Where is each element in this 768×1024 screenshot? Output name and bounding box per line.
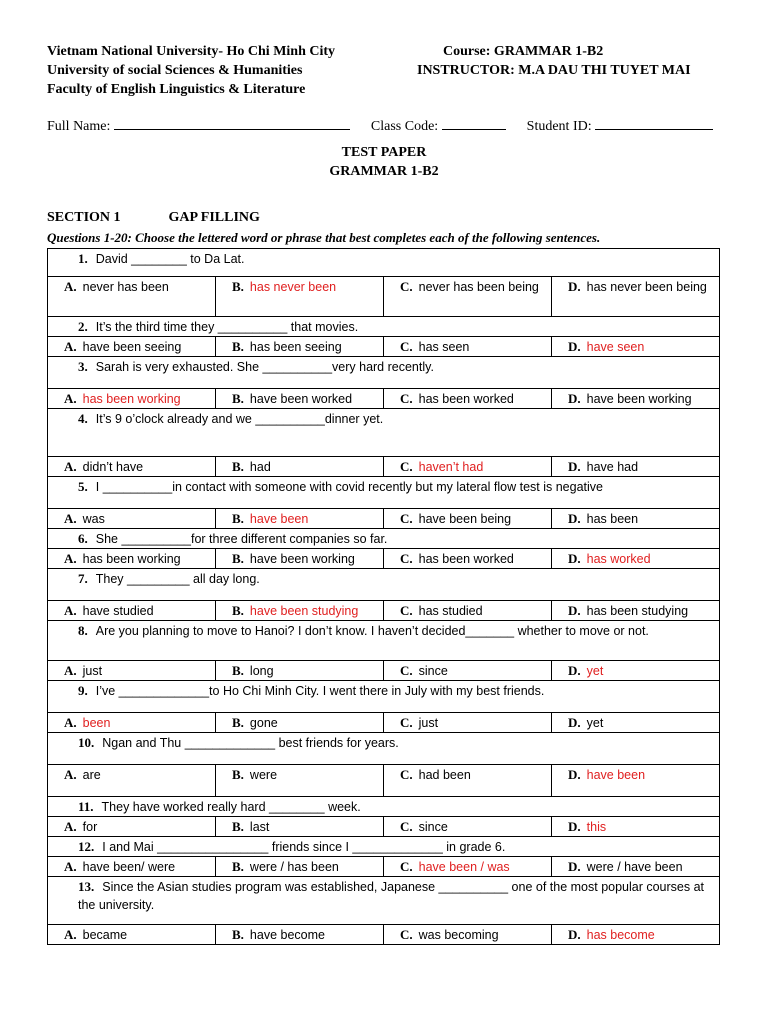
option-letter: D. bbox=[568, 391, 581, 406]
question-cell bbox=[48, 877, 720, 925]
question-row bbox=[48, 797, 720, 817]
option-text: have been seeing bbox=[82, 340, 182, 354]
option-letter: C. bbox=[400, 551, 413, 566]
questions-table bbox=[47, 248, 720, 945]
option-text: has been seeing bbox=[249, 340, 342, 354]
option-letter: B. bbox=[232, 603, 244, 618]
option-cell[interactable] bbox=[216, 817, 384, 837]
option-text: have had bbox=[586, 460, 639, 474]
correct-answer-text: have been bbox=[586, 768, 646, 782]
option-cell[interactable] bbox=[216, 549, 384, 569]
correct-answer-text: been bbox=[82, 716, 111, 730]
options-row bbox=[48, 277, 720, 317]
question-number: 8. bbox=[78, 623, 88, 638]
option-text: gone bbox=[249, 716, 278, 730]
option-cell[interactable] bbox=[48, 765, 216, 797]
option-cell[interactable] bbox=[216, 661, 384, 681]
option-text: since bbox=[418, 664, 448, 678]
option-letter: D. bbox=[568, 819, 581, 834]
correct-answer-text: yet bbox=[586, 664, 604, 678]
question-number: 5. bbox=[78, 479, 88, 494]
student-id-field[interactable] bbox=[595, 118, 713, 130]
option-letter: D. bbox=[568, 551, 581, 566]
option-letter: B. bbox=[232, 663, 244, 678]
question-number: 10. bbox=[78, 735, 95, 750]
option-letter: D. bbox=[568, 663, 581, 678]
question-row bbox=[48, 357, 720, 389]
instructor-name: INSTRUCTOR: M.A DAU THI TUYET MAI bbox=[417, 63, 691, 78]
option-cell[interactable] bbox=[48, 713, 216, 733]
question-text: I and Mai ________________ friends since I _____________ in grade 6. bbox=[102, 840, 506, 854]
header-row-2 bbox=[47, 61, 727, 80]
student-info-line bbox=[47, 118, 727, 135]
correct-answer-text: this bbox=[586, 820, 607, 834]
option-cell[interactable] bbox=[216, 601, 384, 621]
question-row bbox=[48, 837, 720, 857]
option-text: has been studying bbox=[586, 604, 689, 618]
question-cell bbox=[48, 733, 720, 765]
option-letter: B. bbox=[232, 927, 244, 942]
correct-answer-text: have been studying bbox=[249, 604, 359, 618]
option-letter: B. bbox=[232, 511, 244, 526]
question-cell bbox=[48, 529, 720, 549]
option-cell[interactable] bbox=[384, 549, 552, 569]
correct-answer-text: has become bbox=[586, 928, 655, 942]
option-letter: A. bbox=[64, 663, 77, 678]
option-text: have been being bbox=[418, 512, 512, 526]
options-row bbox=[48, 337, 720, 357]
option-text: has been working bbox=[82, 552, 181, 566]
option-cell[interactable] bbox=[552, 661, 720, 681]
document-header bbox=[47, 42, 727, 99]
option-letter: A. bbox=[64, 391, 77, 406]
options-row bbox=[48, 457, 720, 477]
option-text: just bbox=[418, 716, 439, 730]
question-row bbox=[48, 621, 720, 661]
question-text: It’s the third time they __________ that movies. bbox=[95, 320, 359, 334]
option-letter: D. bbox=[568, 459, 581, 474]
option-cell[interactable] bbox=[48, 857, 216, 877]
option-letter: A. bbox=[64, 767, 77, 782]
option-cell[interactable] bbox=[552, 925, 720, 945]
test-title: TEST PAPER bbox=[341, 145, 427, 160]
question-number: 3. bbox=[78, 359, 88, 374]
option-letter: A. bbox=[64, 715, 77, 730]
option-cell[interactable] bbox=[552, 509, 720, 529]
university-name: Vietnam National University- Ho Chi Minh City bbox=[47, 44, 336, 59]
option-letter: A. bbox=[64, 819, 77, 834]
option-cell[interactable] bbox=[48, 509, 216, 529]
option-cell[interactable] bbox=[384, 857, 552, 877]
class-code-label: Class Code: bbox=[370, 119, 439, 134]
option-letter: C. bbox=[400, 767, 413, 782]
question-text: She __________for three different companies so far. bbox=[95, 532, 388, 546]
option-cell[interactable] bbox=[552, 389, 720, 409]
option-text: has been worked bbox=[418, 552, 514, 566]
option-cell[interactable] bbox=[48, 457, 216, 477]
option-letter: D. bbox=[568, 603, 581, 618]
question-cell bbox=[48, 797, 720, 817]
option-cell[interactable] bbox=[216, 925, 384, 945]
option-text: have studied bbox=[82, 604, 154, 618]
options-row bbox=[48, 925, 720, 945]
option-text: for bbox=[82, 820, 98, 834]
option-text: have been working bbox=[586, 392, 692, 406]
option-cell[interactable] bbox=[552, 457, 720, 477]
option-cell[interactable] bbox=[48, 549, 216, 569]
question-text: Sarah is very exhausted. She __________very hard recently. bbox=[95, 360, 434, 374]
option-cell[interactable] bbox=[384, 713, 552, 733]
test-subtitle: GRAMMAR 1-B2 bbox=[329, 164, 439, 179]
option-letter: B. bbox=[232, 459, 244, 474]
option-letter: D. bbox=[568, 511, 581, 526]
option-letter: A. bbox=[64, 859, 77, 874]
question-number: 7. bbox=[78, 571, 88, 586]
option-letter: B. bbox=[232, 859, 244, 874]
option-cell[interactable] bbox=[48, 925, 216, 945]
question-number: 13. bbox=[78, 879, 95, 894]
options-row bbox=[48, 817, 720, 837]
option-text: were / have been bbox=[586, 860, 683, 874]
option-cell[interactable] bbox=[48, 389, 216, 409]
option-cell[interactable] bbox=[552, 549, 720, 569]
option-cell[interactable] bbox=[216, 389, 384, 409]
student-id-label: Student ID: bbox=[526, 119, 592, 134]
question-cell bbox=[48, 837, 720, 857]
question-row bbox=[48, 877, 720, 925]
full-name-label: Full Name: bbox=[47, 119, 111, 134]
question-text: David ________ to Da Lat. bbox=[95, 252, 245, 266]
option-letter: A. bbox=[64, 279, 77, 294]
option-text: just bbox=[82, 664, 103, 678]
options-row bbox=[48, 601, 720, 621]
question-text: Since the Asian studies program was established, Japanese __________ one of the most popular courses at the university. bbox=[78, 880, 705, 912]
correct-answer-text: haven’t had bbox=[418, 460, 484, 474]
options-row bbox=[48, 713, 720, 733]
option-cell[interactable] bbox=[216, 457, 384, 477]
option-text: has seen bbox=[418, 340, 470, 354]
options-row bbox=[48, 549, 720, 569]
option-letter: C. bbox=[400, 859, 413, 874]
question-number: 1. bbox=[78, 251, 88, 266]
option-text: have been worked bbox=[249, 392, 353, 406]
option-letter: A. bbox=[64, 511, 77, 526]
option-cell[interactable] bbox=[48, 337, 216, 357]
option-letter: C. bbox=[400, 391, 413, 406]
option-cell[interactable] bbox=[216, 509, 384, 529]
correct-answer-text: have been bbox=[249, 512, 309, 526]
option-text: never has been being bbox=[418, 280, 539, 294]
options-row bbox=[48, 389, 720, 409]
option-cell[interactable] bbox=[48, 601, 216, 621]
header-row-1 bbox=[47, 42, 727, 61]
option-cell[interactable] bbox=[384, 601, 552, 621]
question-number: 9. bbox=[78, 683, 88, 698]
option-text: has studied bbox=[418, 604, 483, 618]
class-code-field[interactable] bbox=[442, 118, 506, 130]
option-letter: B. bbox=[232, 339, 244, 354]
question-text: I’ve _____________to Ho Chi Minh City. I went there in July with my best friends. bbox=[95, 684, 545, 698]
correct-answer-text: have been / was bbox=[418, 860, 510, 874]
option-text: have been/ were bbox=[82, 860, 176, 874]
option-cell[interactable] bbox=[48, 661, 216, 681]
question-text: They have worked really hard ________ week. bbox=[101, 800, 361, 814]
question-cell bbox=[48, 621, 720, 661]
option-cell[interactable] bbox=[384, 457, 552, 477]
question-text: It’s 9 o’clock already and we __________dinner yet. bbox=[95, 412, 384, 426]
correct-answer-text: has never been bbox=[249, 280, 337, 294]
option-letter: C. bbox=[400, 279, 413, 294]
option-text: are bbox=[82, 768, 101, 782]
option-text: were bbox=[249, 768, 278, 782]
question-text: Ngan and Thu _____________ best friends for years. bbox=[102, 736, 399, 750]
option-letter: D. bbox=[568, 927, 581, 942]
option-cell[interactable] bbox=[552, 713, 720, 733]
course-name: Course: GRAMMAR 1-B2 bbox=[443, 44, 604, 59]
option-text: have become bbox=[249, 928, 325, 942]
question-row bbox=[48, 477, 720, 509]
option-cell[interactable] bbox=[384, 337, 552, 357]
question-row bbox=[48, 529, 720, 549]
options-row bbox=[48, 509, 720, 529]
option-text: last bbox=[249, 820, 270, 834]
question-cell bbox=[48, 681, 720, 713]
option-letter: D. bbox=[568, 339, 581, 354]
options-row bbox=[48, 857, 720, 877]
question-row bbox=[48, 733, 720, 765]
section-instructions: Questions 1-20: Choose the lettered word or phrase that best completes each of the following sentences. bbox=[47, 230, 601, 245]
question-text: They _________ all day long. bbox=[95, 572, 260, 586]
full-name-field[interactable] bbox=[114, 118, 350, 130]
option-cell[interactable] bbox=[552, 857, 720, 877]
section-label: SECTION 1 bbox=[47, 210, 121, 225]
option-cell[interactable] bbox=[48, 277, 216, 317]
option-cell[interactable] bbox=[552, 601, 720, 621]
option-letter: C. bbox=[400, 511, 413, 526]
option-letter: B. bbox=[232, 279, 244, 294]
option-cell[interactable] bbox=[384, 277, 552, 317]
school-name: University of social Sciences & Humanities bbox=[47, 63, 303, 78]
option-text: has been worked bbox=[418, 392, 514, 406]
option-text: yet bbox=[586, 716, 604, 730]
question-cell bbox=[48, 409, 720, 457]
option-cell[interactable] bbox=[216, 857, 384, 877]
correct-answer-text: has worked bbox=[586, 552, 651, 566]
question-cell bbox=[48, 317, 720, 337]
option-text: didn’t have bbox=[82, 460, 144, 474]
option-cell[interactable] bbox=[384, 509, 552, 529]
question-number: 4. bbox=[78, 411, 88, 426]
question-number: 2. bbox=[78, 319, 88, 334]
option-cell[interactable] bbox=[552, 277, 720, 317]
option-letter: B. bbox=[232, 819, 244, 834]
option-letter: D. bbox=[568, 279, 581, 294]
question-row bbox=[48, 569, 720, 601]
options-row bbox=[48, 661, 720, 681]
option-cell[interactable] bbox=[216, 277, 384, 317]
option-cell[interactable] bbox=[552, 817, 720, 837]
question-number: 11. bbox=[78, 799, 94, 814]
option-letter: B. bbox=[232, 767, 244, 782]
option-text: became bbox=[82, 928, 128, 942]
option-cell[interactable] bbox=[216, 713, 384, 733]
question-row bbox=[48, 317, 720, 337]
section-name: GAP FILLING bbox=[168, 210, 260, 225]
option-text: long bbox=[249, 664, 274, 678]
option-letter: A. bbox=[64, 459, 77, 474]
option-cell[interactable] bbox=[216, 337, 384, 357]
option-cell[interactable] bbox=[384, 389, 552, 409]
faculty-name: Faculty of English Linguistics & Literature bbox=[47, 82, 306, 97]
option-text: was becoming bbox=[418, 928, 499, 942]
correct-answer-text: has been working bbox=[82, 392, 181, 406]
question-cell bbox=[48, 357, 720, 389]
option-cell[interactable] bbox=[216, 765, 384, 797]
option-letter: C. bbox=[400, 663, 413, 678]
correct-answer-text: have seen bbox=[586, 340, 645, 354]
option-text: were / has been bbox=[249, 860, 339, 874]
header-row-3 bbox=[47, 80, 727, 99]
option-text: since bbox=[418, 820, 448, 834]
option-letter: C. bbox=[400, 459, 413, 474]
question-text: I __________in contact with someone with covid recently but my lateral flow test is negative bbox=[95, 480, 603, 494]
option-letter: A. bbox=[64, 603, 77, 618]
option-text: was bbox=[82, 512, 105, 526]
question-row bbox=[48, 409, 720, 457]
question-cell bbox=[48, 249, 720, 277]
option-letter: C. bbox=[400, 819, 413, 834]
option-letter: C. bbox=[400, 339, 413, 354]
option-letter: C. bbox=[400, 715, 413, 730]
option-cell[interactable] bbox=[384, 765, 552, 797]
option-letter: D. bbox=[568, 859, 581, 874]
question-text: Are you planning to move to Hanoi? I don’t know. I haven’t decided_______ whether to move or not. bbox=[95, 624, 649, 638]
option-cell[interactable] bbox=[552, 765, 720, 797]
option-cell[interactable] bbox=[384, 817, 552, 837]
question-row bbox=[48, 681, 720, 713]
option-text: had been bbox=[418, 768, 471, 782]
question-cell bbox=[48, 477, 720, 509]
option-letter: D. bbox=[568, 715, 581, 730]
option-letter: C. bbox=[400, 927, 413, 942]
option-cell[interactable] bbox=[384, 661, 552, 681]
option-text: never has been bbox=[82, 280, 169, 294]
question-cell bbox=[48, 569, 720, 601]
option-letter: B. bbox=[232, 551, 244, 566]
option-letter: A. bbox=[64, 339, 77, 354]
option-cell[interactable] bbox=[48, 817, 216, 837]
option-letter: B. bbox=[232, 391, 244, 406]
option-cell[interactable] bbox=[384, 925, 552, 945]
option-letter: C. bbox=[400, 603, 413, 618]
option-text: has been bbox=[586, 512, 639, 526]
option-text: had bbox=[249, 460, 271, 474]
question-number: 12. bbox=[78, 839, 95, 854]
options-row bbox=[48, 765, 720, 797]
section-heading bbox=[47, 210, 260, 226]
option-letter: B. bbox=[232, 715, 244, 730]
option-text: has never been being bbox=[586, 280, 707, 294]
option-text: have been working bbox=[249, 552, 355, 566]
option-letter: A. bbox=[64, 927, 77, 942]
question-row bbox=[48, 249, 720, 277]
option-letter: D. bbox=[568, 767, 581, 782]
option-cell[interactable] bbox=[552, 337, 720, 357]
option-letter: A. bbox=[64, 551, 77, 566]
question-number: 6. bbox=[78, 531, 88, 546]
